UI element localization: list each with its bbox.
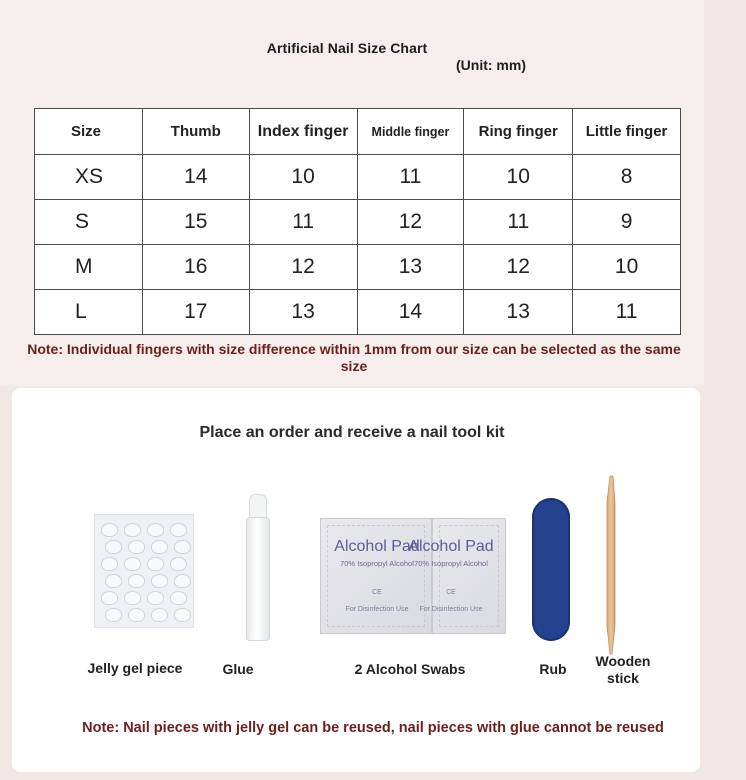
table-cell: L [35, 290, 143, 335]
jelly-gel-drop [105, 574, 122, 588]
jelly-gel-label: Jelly gel piece [87, 660, 183, 676]
table-row [35, 290, 681, 335]
table-header-row [35, 109, 681, 155]
jelly-gel-drop [151, 540, 168, 554]
table-cell: 11 [357, 155, 464, 200]
jelly-gel-drop [101, 557, 118, 571]
table-cell: 13 [357, 245, 464, 290]
tool-kit-title: Place an order and receive a nail tool kit [199, 424, 505, 441]
table-cell: 12 [249, 245, 357, 290]
table-cell: 11 [464, 200, 573, 245]
jelly-gel-drop [124, 557, 141, 571]
alcohol-pad-image [320, 518, 432, 634]
header-size: Size [35, 109, 143, 155]
jelly-gel-drop [147, 523, 164, 537]
jelly-gel-drop [170, 557, 187, 571]
table-cell: 8 [573, 155, 681, 200]
jelly-gel-drop [101, 523, 118, 537]
pad-title: Alcohol Pad [334, 538, 420, 555]
unit-label: (Unit: mm) [456, 57, 526, 73]
header-ring-finger: Ring finger [464, 109, 573, 155]
jelly-gel-drop [128, 608, 145, 622]
jelly-gel-sheet-image [94, 514, 194, 628]
table-row [35, 200, 681, 245]
table-cell: 10 [249, 155, 357, 200]
table-cell: 11 [573, 290, 681, 335]
pad-title: Alcohol Pad [408, 538, 494, 555]
alcohol-swabs-label: 2 Alcohol Swabs [354, 661, 466, 677]
wooden-stick-label: Wooden stick [595, 653, 651, 686]
table-cell: 16 [142, 245, 249, 290]
glue-bottle-image [246, 517, 270, 641]
jelly-gel-drop [101, 591, 118, 605]
header-thumb: Thumb [142, 109, 249, 155]
header-little-finger: Little finger [573, 109, 681, 155]
jelly-gel-drop [147, 591, 164, 605]
wooden-stick-image [604, 476, 618, 654]
table-cell: 17 [142, 290, 249, 335]
size-note: Note: Individual fingers with size difference within 1mm from our size can be selected as the same size [27, 341, 681, 374]
jelly-gel-drop [151, 608, 168, 622]
header-middle-finger: Middle finger [357, 109, 464, 155]
table-cell: 15 [142, 200, 249, 245]
jelly-gel-drop [151, 574, 168, 588]
kit-note: Note: Nail pieces with jelly gel can be reused, nail pieces with glue cannot be reused [82, 720, 664, 736]
jelly-gel-drop [124, 523, 141, 537]
table-cell: 10 [573, 245, 681, 290]
table-cell: 14 [142, 155, 249, 200]
jelly-gel-drop [105, 540, 122, 554]
table-cell: 10 [464, 155, 573, 200]
pad-subtitle: 70% Isopropyl Alcohol [414, 559, 488, 568]
alcohol-pad-image [408, 518, 506, 634]
glue-label: Glue [222, 661, 254, 677]
jelly-gel-drop [147, 557, 164, 571]
pad-usage: For Disinfection Use [345, 606, 409, 613]
rub-label: Rub [539, 661, 567, 677]
table-row [35, 245, 681, 290]
table-cell: 13 [464, 290, 573, 335]
nail-file-image [532, 498, 570, 641]
table-cell: 9 [573, 200, 681, 245]
pad-subtitle: 70% Isopropyl Alcohol [340, 559, 414, 568]
jelly-gel-drop [128, 574, 145, 588]
header-index-finger: Index finger [249, 109, 357, 155]
jelly-gel-drop [105, 608, 122, 622]
table-cell: S [35, 200, 143, 245]
chart-title: Artificial Nail Size Chart [266, 40, 428, 56]
pad-usage: For Disinfection Use [419, 606, 483, 613]
jelly-gel-drop [174, 574, 191, 588]
jelly-gel-drop [170, 523, 187, 537]
table-cell: XS [35, 155, 143, 200]
table-cell: 14 [357, 290, 464, 335]
jelly-gel-drop [174, 608, 191, 622]
table-cell: 13 [249, 290, 357, 335]
table-cell: 11 [249, 200, 357, 245]
pad-ce-mark: CE [446, 589, 456, 596]
table-cell: 12 [357, 200, 464, 245]
size-table [34, 108, 681, 335]
table-row [35, 155, 681, 200]
glue-cap-image [249, 494, 267, 518]
jelly-gel-drop [174, 540, 191, 554]
jelly-gel-drop [170, 591, 187, 605]
table-cell: M [35, 245, 143, 290]
table-cell: 12 [464, 245, 573, 290]
pad-ce-mark: CE [372, 589, 382, 596]
jelly-gel-drop [124, 591, 141, 605]
jelly-gel-drop [128, 540, 145, 554]
